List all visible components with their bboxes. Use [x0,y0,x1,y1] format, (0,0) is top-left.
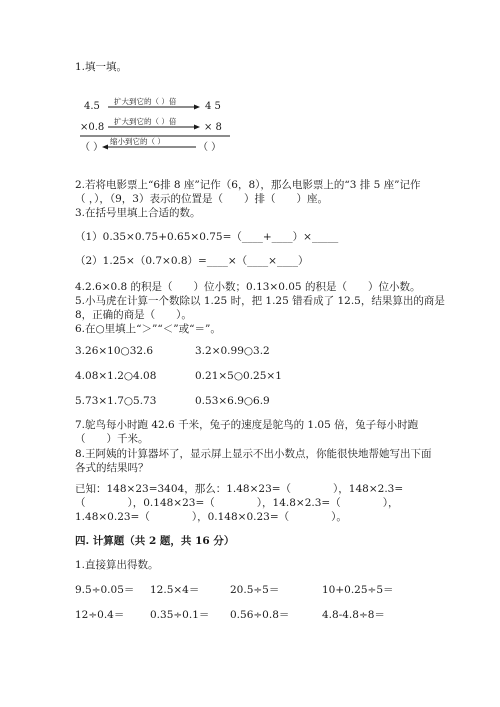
q1-row2-right: × 8 [204,122,222,133]
calc-r2-c3: 0.56÷0.8＝ [230,609,290,621]
q1-arrow-diagram [70,92,250,162]
q8-line2: 各式的结果吗？ [75,462,149,474]
calc-r1-c3: 20.5÷5＝ [230,584,280,596]
q1-row2-arrowhead [194,125,200,130]
q7-line2: （ ）千米。 [75,433,149,445]
calc-r1-c1: 9.5÷0.05＝ [75,584,135,596]
calc-r2-c4: 4.8-4.8÷8＝ [322,609,385,621]
q1-row1-right: 4 5 [205,101,221,112]
q1-row3-arrow-label: 缩小到它的（ ） [110,137,165,146]
q1-row2-arrow-label: 扩大到它的（ ）倍 [114,117,177,126]
q6-row1-right: 3.2×0.99○3.2 [195,345,270,357]
calc-r2-c2: 0.35÷0.1＝ [150,609,210,621]
q8-known1: 已知：148×23=3404，那么：1.48×23=（ ），148×2.3= [75,483,404,495]
q6-heading: 6.在○里填上“＞”“＜”或“＝”。 [75,323,221,335]
section4-heading: 四. 计算题（共 2 题，共 16 分） [75,535,235,547]
q1-row3-left: （ ） [80,142,104,153]
q1-row1-arrowhead [194,105,200,110]
q2-line1: 2.若将电影票上“6排 8 座”记作（6，8），那么电影票上的“3 排 5 座”记作 [75,179,421,191]
q6-row2-left: 4.08×1.2○4.08 [75,370,157,382]
q1-row3-right: （ ） [198,142,222,153]
q6-row3-left: 5.73×1.7○5.73 [75,395,157,407]
q6-row1-left: 3.26×10○32.6 [75,345,154,357]
section4-sub1: 1.直接算出得数。 [75,559,159,571]
q4-text: 4.2.6×0.8 的积是（ ）位小数；0.13×0.05 的积是（ ）位小数。 [75,281,421,293]
calc-r2-c1: 12÷0.4＝ [75,609,125,621]
q1-row1-arrow-label: 扩大到它的（ ）倍 [114,97,177,106]
q2-line2: （ ，），（9，3）表示的位置是（ ）排（ ）座。 [75,193,328,205]
q3-item1: （1）0.35×0.75+0.65×0.75=（____+____）×_____ [75,231,339,243]
q1-heading: 1.填一填。 [75,61,128,73]
q3-heading: 3.在括号里填上合适的数。 [75,207,201,219]
q6-row2-right: 0.21×5○0.25×1 [195,370,282,382]
q6-row3-right: 0.53×6.9○6.9 [195,395,270,407]
q8-known2: （ ），0.148×23=（ ），14.8×2.3=（ ）， [75,497,399,509]
q5-line1: 5.小马虎在计算一个数除以 1.25 时，把 1.25 错看成了 12.5，结果算出的商是 [75,295,445,307]
calc-r1-c2: 12.5×4＝ [150,584,200,596]
q8-line1: 8.王阿姨的计算器坏了，显示屏上显示不出小数点，你能很快地帮她写出下面 [75,448,432,460]
q1-row2-left: ×0.8 [80,122,105,133]
q5-line2: 8，正确的商是（ ）。 [75,309,192,321]
q7-line1: 7.鸵鸟每小时跑 42.6 千米，兔子的速度是鸵鸟的 1.05 倍，兔子每小时跑 [75,419,419,431]
q1-row1-left: 4.5 [84,101,100,112]
q3-item2: （2）1.25×（0.7×0.8）=____×（____×____） [75,255,309,267]
calc-r1-c4: 10+0.25÷5＝ [322,584,394,596]
q8-known3: 1.48×0.23=（ ），0.148×0.23=（ ）。 [75,511,347,523]
